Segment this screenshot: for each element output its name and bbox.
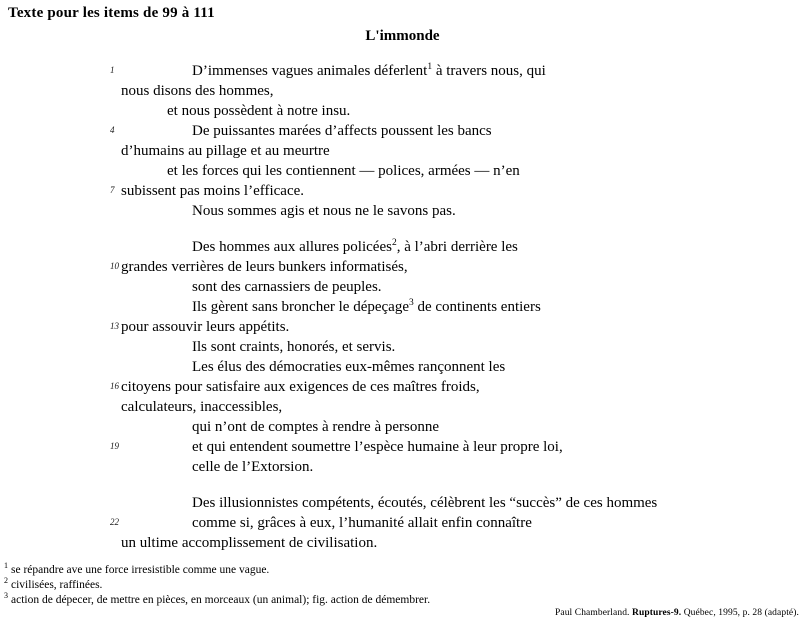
poem-line [121,357,657,377]
poem-stanza [110,237,657,477]
line-number: 16 [110,381,119,391]
line-number: 13 [110,321,119,331]
poem-line [110,437,657,457]
poem-stanza [110,493,658,553]
line-text: grandes verrières de leurs bunkers informatisés, [121,259,408,275]
line-number: 22 [110,517,119,527]
poem-line [121,533,657,553]
footnote-number: 2 [4,575,8,585]
footnote [4,563,430,578]
poem-line [121,337,657,357]
footnote [4,590,431,608]
line-text: Des hommes aux allures policées$^2$, à l’abri derrière les [192,238,518,255]
line-number: 7 [110,185,115,195]
line-number: 4 [110,125,115,135]
poem-line [121,277,657,297]
citation-rest: Québec, 1995, p. 28 (adapté). [681,608,799,618]
poem-line [110,513,657,533]
line-text: Les élus des démocraties eux-mêmes rançonnent les [192,359,506,375]
line-number: 10 [110,261,119,271]
poem-line [121,493,657,513]
poem-line [110,317,657,337]
line-text: comme si, grâces à eux, l’humanité allait enfin connaître [192,515,532,531]
line-text: d’humains au pillage et au meurtre [121,143,330,159]
footnote-text: action de dépecer, de mettre en pièces, en morceaux (un animal); fig. action de démembrer. [11,593,431,606]
poem-line [121,201,657,221]
poem-line [121,141,657,161]
citation-work: Ruptures-9. [632,608,682,618]
line-text: Ils gèrent sans broncher le dépeçage$^3$ de continents entiers [192,298,541,315]
line-text: et nous possèdent à notre insu. [167,103,351,119]
poem-line [110,121,657,141]
line-text: citoyens pour satisfaire aux exigences de ces maîtres froids, [121,379,480,395]
line-text: sont des carnassiers de peuples. [192,279,382,295]
line-text: qui n’ont de comptes à rendre à personne [192,419,439,435]
poem-line [121,237,657,257]
line-text: Des illusionnistes compétents, écoutés, célèbrent les “succès” de ces hommes [192,495,658,511]
poem-line [121,161,657,181]
line-text: subissent pas moins l’efficace. [121,183,305,199]
footnote-ref: 1 [427,62,433,72]
footnote-number: 1 [4,561,8,571]
poem-line [110,377,657,397]
line-text: un ultime accomplissement de civilisation. [121,535,378,551]
poem-line [121,297,657,317]
footnote [4,575,430,593]
poem-line [110,181,657,201]
poem-line [121,81,657,101]
line-text: De puissantes marées d’affects poussent les bancs [192,123,492,139]
line-text: Nous sommes agis et nous ne le savons pas. [192,203,456,219]
line-text: celle de l’Extorsion. [192,459,314,475]
line-text: pour assouvir leurs appétits. [121,319,290,335]
line-number: 1 [110,65,115,75]
poem-line [121,101,657,121]
poem-line [121,457,657,477]
citation [555,608,799,618]
poem-line [110,257,657,277]
line-text: calculateurs, inaccessibles, [121,399,283,415]
line-text: nous disons des hommes, [121,83,274,99]
line-text: et les forces qui les contiennent — polices, armées — n’en [167,163,520,179]
line-text: D’immenses vagues animales déferlent$^1$ à travers nous, qui [192,62,546,79]
footnote-text: civilisées, raffinées. [11,578,103,591]
line-text: Ils sont craints, honorés, et servis. [192,339,396,355]
footnote-ref: 3 [408,298,414,308]
poem-title: L'immonde [365,28,440,44]
document-header: Texte pour les items de 99 à 111 [8,5,215,21]
footnote-number: 3 [4,590,8,600]
poem-line [121,417,657,437]
poem-line [110,61,657,81]
footnote-ref: 2 [391,238,397,248]
line-number: 19 [110,441,119,451]
citation-author: Paul Chamberland. [555,608,632,618]
footnote-text: se répandre ave une force irresistible comme une vague. [11,564,270,576]
line-text: et qui entendent soumettre l’espèce humaine à leur propre loi, [192,439,563,455]
poem-body [110,61,658,553]
poem-stanza [110,61,657,221]
footnotes [4,563,430,607]
poem-line [121,397,657,417]
